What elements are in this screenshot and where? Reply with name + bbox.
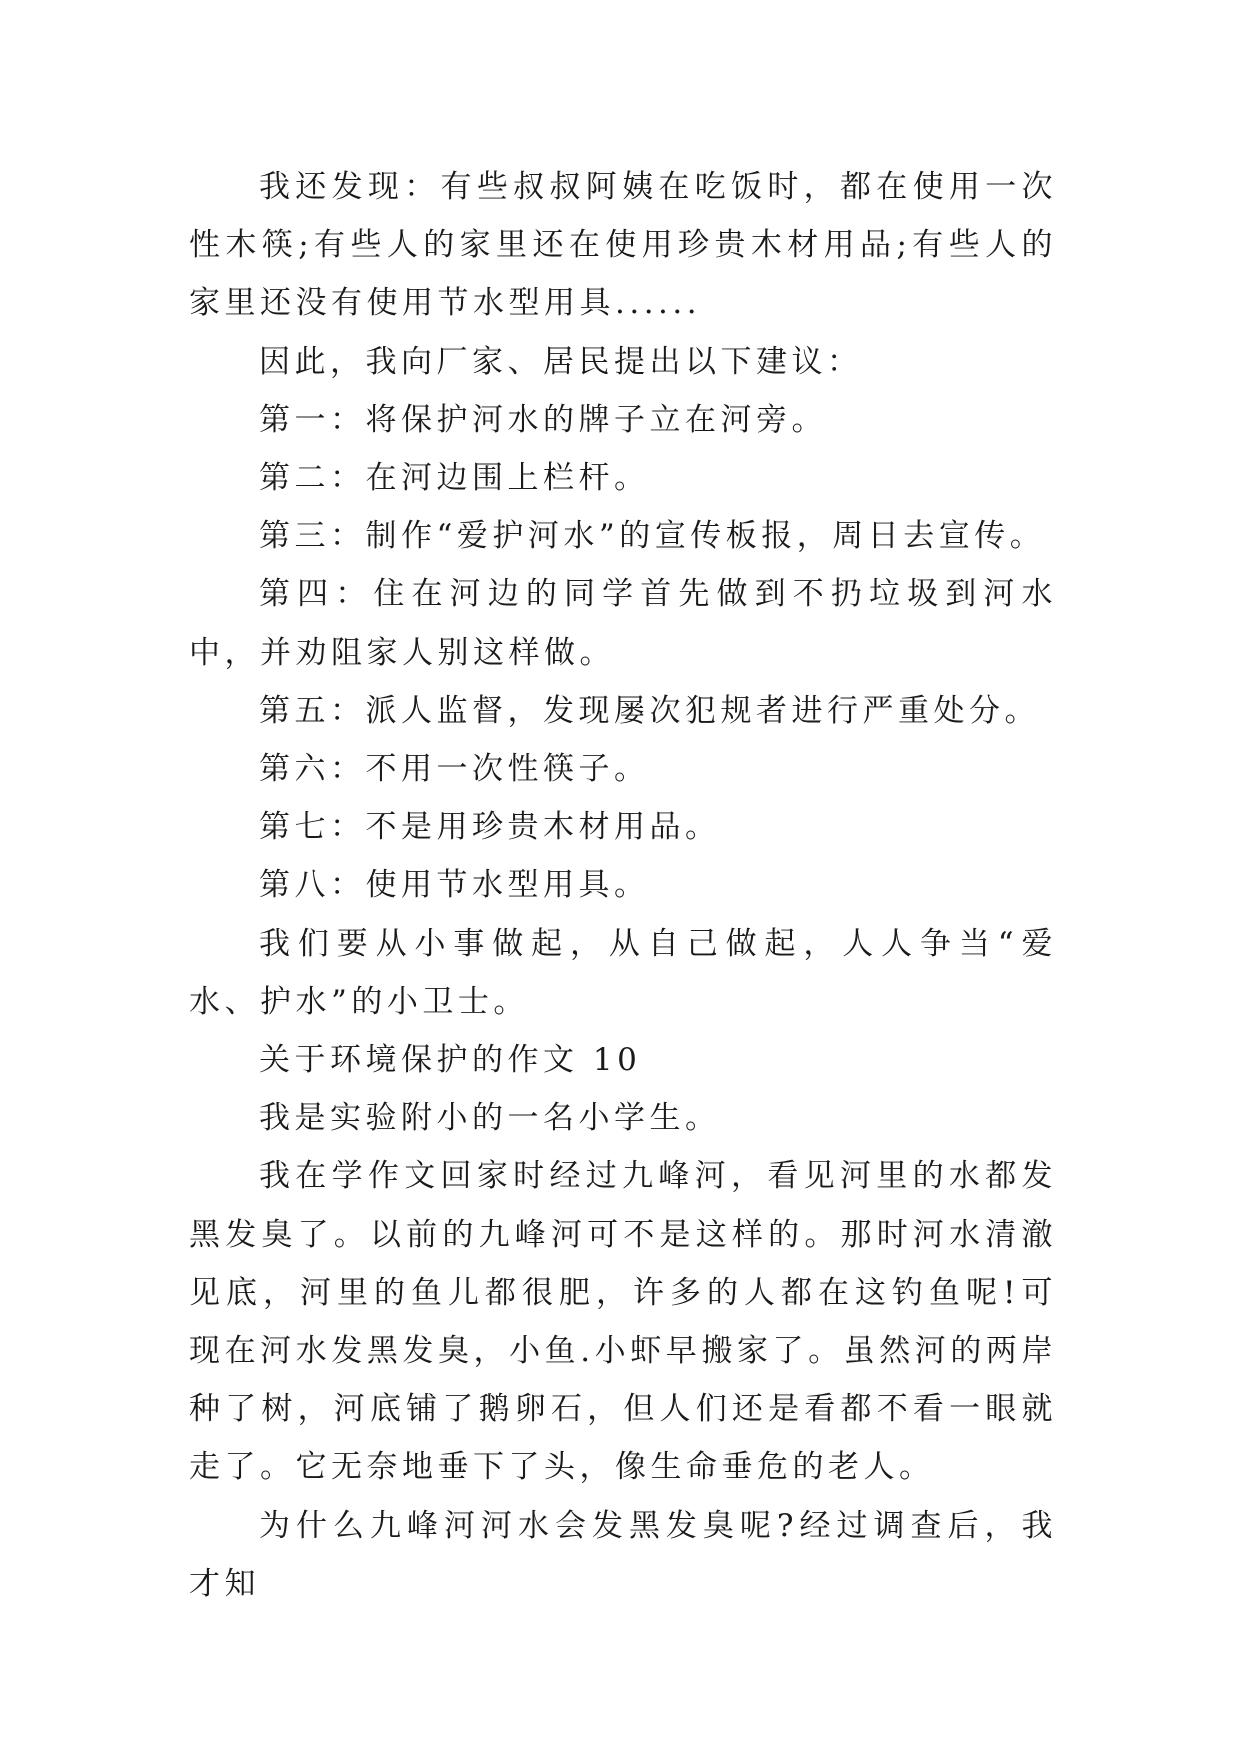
- paragraph-suggestion-7: 第七：不是用珍贵木材用品。: [259, 809, 721, 846]
- document-body: [189, 158, 1057, 1613]
- paragraph-suggestion-6: 第六：不用一次性筷子。: [259, 751, 650, 788]
- paragraph-discovery: 我还发现：有些叔叔阿姨在吃饭时，都在使用一次性木筷;有些人的家里还在使用珍贵木材用品;有些人的家里还没有使用节水型用具......: [189, 169, 1057, 322]
- paragraph-intro: 我是实验附小的一名小学生。: [259, 1100, 721, 1137]
- paragraph-river-description: 我在学作文回家时经过九峰河，看见河里的水都发黑发臭了。以前的九峰河可不是这样的。那时河水清澈见底，河里的鱼儿都很肥，许多的人都在这钓鱼呢!可现在河水发黑发臭，小鱼.小虾早搬家了。虽然河的两岸种了树，河底铺了鹅卵石，但人们还是看都不看一眼就走了。它无奈地垂下了头，像生命垂危的老人。: [189, 1158, 1057, 1486]
- paragraph-conclusion: 我们要从小事做起，从自己做起，人人争当“爱水、护水”的小卫士。: [189, 925, 1057, 1020]
- section-heading: 关于环境保护的作文 10: [259, 1042, 642, 1079]
- paragraph-suggestions-intro: 因此，我向厂家、居民提出以下建议：: [259, 343, 863, 380]
- paragraph-suggestion-2: 第二：在河边围上栏杆。: [259, 460, 650, 497]
- paragraph-suggestion-8: 第八：使用节水型用具。: [259, 867, 650, 904]
- paragraph-suggestion-3: 第三：制作“爱护河水”的宣传板报，周日去宣传。: [259, 518, 1046, 555]
- paragraph-suggestion-4: 第四：住在河边的同学首先做到不扔垃圾到河水中，并劝阻家人别这样做。: [189, 576, 1057, 671]
- paragraph-suggestion-1: 第一：将保护河水的牌子立在河旁。: [259, 401, 827, 438]
- paragraph-suggestion-5: 第五：派人监督，发现屡次犯规者进行严重处分。: [259, 692, 1040, 729]
- paragraph-question: 为什么九峰河河水会发黑发臭呢?经过调查后，我才知: [189, 1507, 1057, 1602]
